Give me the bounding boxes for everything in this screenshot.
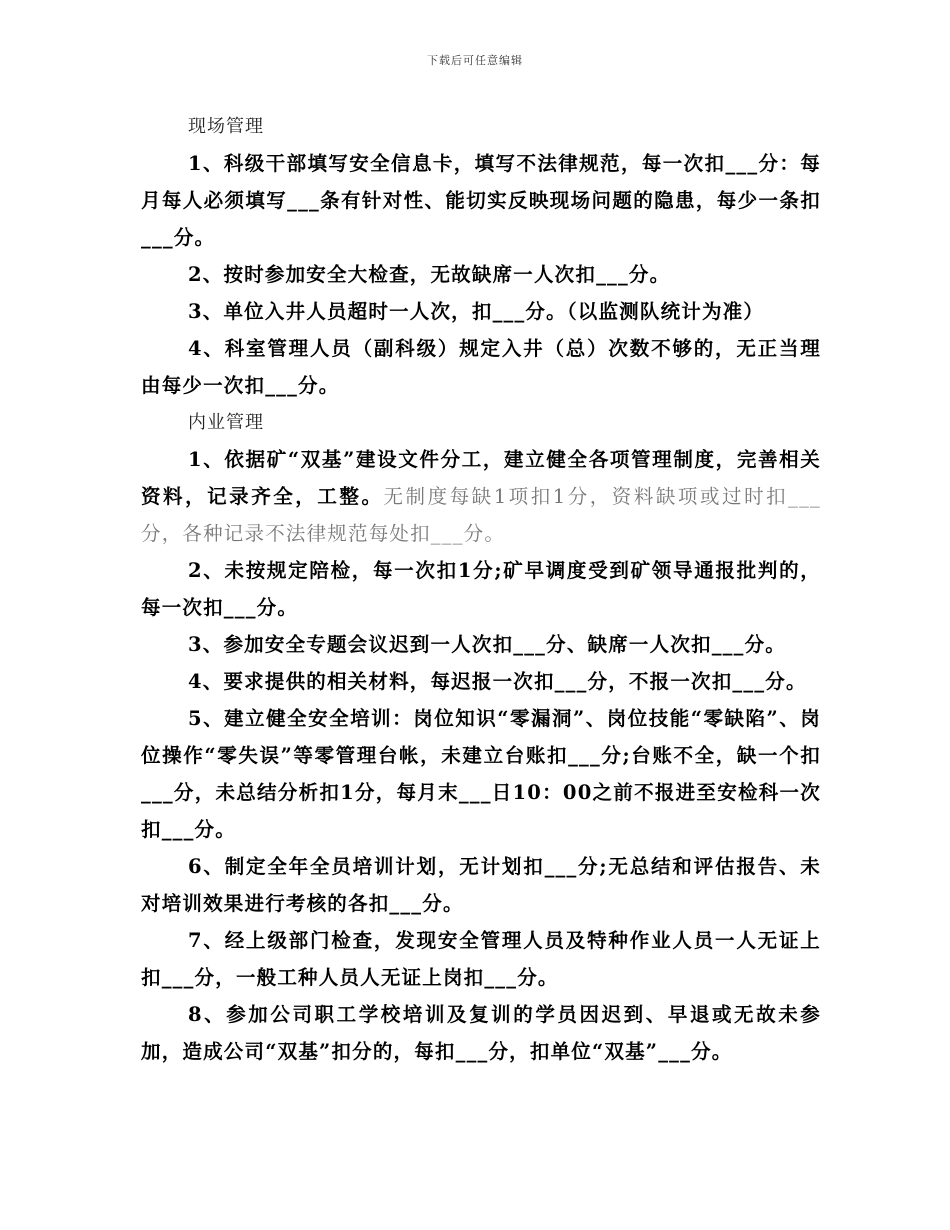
internal-item-2: 2、未按规定陪检，每一次扣1分;矿早调度受到矿领导通报批判的，每一次扣___分。 <box>141 559 821 619</box>
internal-item-1-main: 1、依据矿“双基”建设文件分工，建立健全各项管理制度，完善相关资料，记录齐全，工整。 <box>141 448 821 508</box>
document-body <box>141 108 821 1070</box>
internal-item-1 <box>141 441 821 552</box>
section-title-site-management: 现场管理 <box>188 116 264 137</box>
section-title-internal-management: 内业管理 <box>188 412 264 433</box>
site-item-3: 3、单位入井人员超时一人次，扣___分。（以监测队统计为准） <box>188 300 765 323</box>
internal-item-7: 7、经上级部门检查，发现安全管理人员及特种作业人员一人无证上扣___分，一般工种人员人无证上岗扣___分。 <box>141 929 821 989</box>
page-header: 下载后可任意编辑 <box>427 54 523 67</box>
internal-item-1-penalty: 无制度每缺1项扣1分，资料缺项或过时扣___分，各种记录不法律规范每处扣___分。 <box>141 485 822 545</box>
internal-item-8: 8、参加公司职工学校培训及复训的学员因迟到、早退或无故未参加，造成公司“双基”扣分的，每扣___分，扣单位“双基”___分。 <box>141 1003 821 1063</box>
site-item-2: 2、按时参加安全大检查，无故缺席一人次扣___分。 <box>188 263 671 286</box>
internal-item-4: 4、要求提供的相关材料，每迟报一次扣___分，不报一次扣___分。 <box>188 670 807 693</box>
internal-item-3: 3、参加安全专题会议迟到一人次扣___分、缺席一人次扣___分。 <box>188 633 786 656</box>
site-item-4: 4、科室管理人员（副科级）规定入井（总）次数不够的，无正当理由每少一次扣___分。 <box>141 337 821 397</box>
internal-item-5: 5、建立健全安全培训：岗位知识“零漏洞”、岗位技能“零缺陷”、岗位操作“零失误”等零管理台帐，未建立台账扣___分;台账不全，缺一个扣___分，未总结分析扣1分，每月末___日10：00之前不报进至安检科一次扣___分。 <box>141 707 821 841</box>
site-item-1: 1、科级干部填写安全信息卡，填写不法律规范，每一次扣___分：每月每人必须填写___条有针对性、能切实反映现场问题的隐患，每少一条扣___分。 <box>141 152 821 249</box>
internal-item-6: 6、制定全年全员培训计划，无计划扣___分;无总结和评估报告、未对培训效果进行考核的各扣___分。 <box>141 855 821 915</box>
